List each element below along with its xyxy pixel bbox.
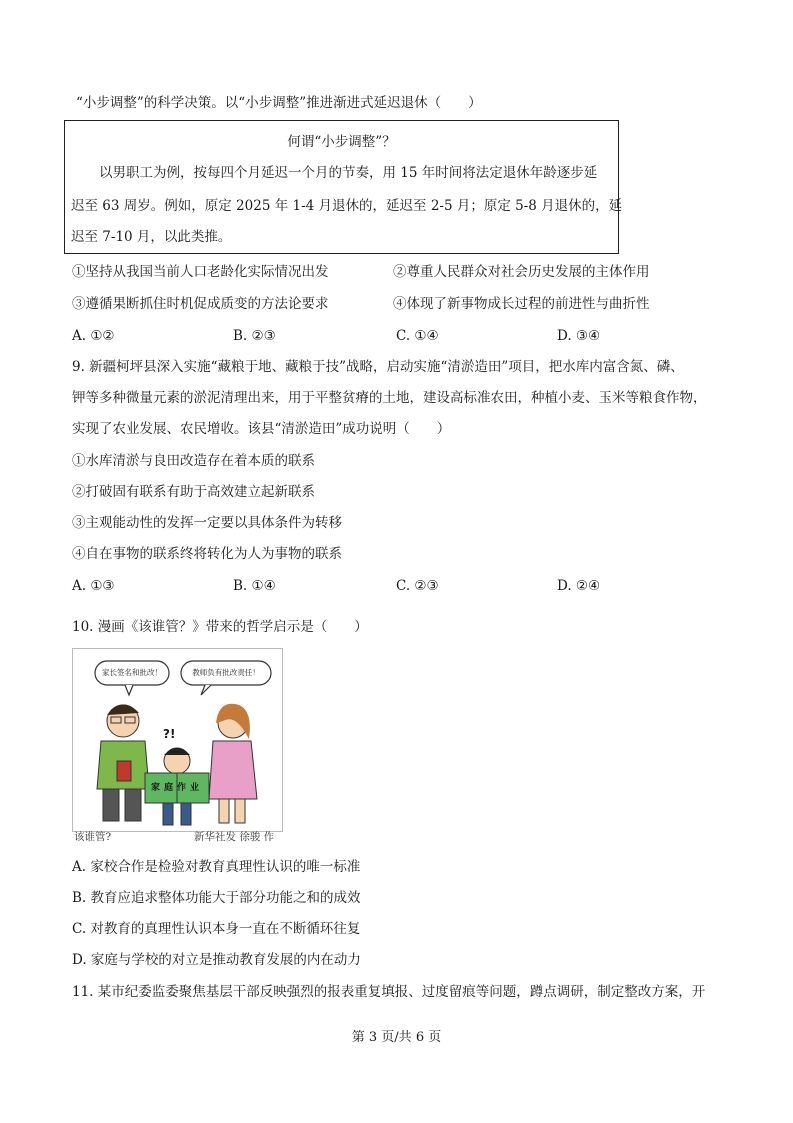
q9-option-b[interactable]: B. ①④ — [233, 578, 276, 594]
q11-stem-line-1: 11. 某市纪委监委聚焦基层干部反映强烈的报表重复填报、过度留痕等问题，蹲点调研，制定整改方案，开 — [72, 984, 706, 1000]
q8-item-1: ①坚持从我国当前人口老龄化实际情况出发 — [72, 264, 329, 280]
q9-option-c[interactable]: C. ②③ — [396, 578, 439, 594]
bubble-right-text: 教师负有批改责任！ — [192, 668, 260, 677]
q10-stem: 10. 漫画《该谁管？》带来的哲学启示是（ ） — [72, 619, 368, 635]
box-title: 何谓“小步调整”？ — [287, 134, 396, 150]
q9-item-4: ④自在事物的联系终将转化为人为事物的联系 — [72, 546, 342, 562]
q10-option-b[interactable]: B. 教育应追求整体功能大于部分功能之和的成效 — [72, 890, 361, 906]
q10-option-c[interactable]: C. 对教育的真理性认识本身一直在不断循环往复 — [72, 921, 361, 937]
box-line-2: 迟至 63 周岁。例如，原定 2025 年 1-4 月退休的，延迟至 2-5 月；原定 5-8 月退休的，延 — [71, 198, 623, 214]
cartoon-image — [72, 648, 283, 832]
q9-stem-line-1: 9. 新疆柯坪县深入实施“藏粮于地、藏粮于技”战略，启动实施“清淤造田”项目，把水库内富含氮、磷、 — [72, 359, 684, 375]
q8-item-4: ④体现了新事物成长过程的前进性与曲折性 — [393, 296, 650, 312]
q8-item-3: ③遵循果断抓住时机促成质变的方法论要求 — [72, 296, 329, 312]
kid-question-mark: ?! — [163, 727, 176, 741]
q8-option-d[interactable]: D. ③④ — [557, 328, 601, 344]
book-label: 家庭作业 — [150, 783, 203, 793]
q10-option-a[interactable]: A. 家校合作是检验对教育真理性认识的唯一标准 — [72, 859, 361, 875]
page-number: 第 3 页/共 6 页 — [351, 1030, 442, 1045]
q9-item-1: ①水库清淤与良田改造存在着本质的联系 — [72, 453, 315, 469]
q9-option-a[interactable]: A. ①③ — [72, 578, 115, 594]
q8-item-2: ②尊重人民群众对社会历史发展的主体作用 — [393, 264, 650, 280]
q8-option-c[interactable]: C. ①④ — [396, 328, 439, 344]
q8-option-a[interactable]: A. ①② — [72, 328, 115, 344]
box-line-1: 以男职工为例，按每四个月延迟一个月的节奏，用 15 年时间将法定退休年龄逐步延 — [99, 165, 598, 181]
q9-item-2: ②打破固有联系有助于高效建立起新联系 — [72, 484, 315, 500]
q8-option-b[interactable]: B. ②③ — [233, 328, 276, 344]
cartoon-caption-title: 该谁管? — [74, 831, 112, 843]
q9-stem-line-2: 钾等多种微量元素的淤泥清理出来，用于平整贫瘠的土地，建设高标准农田，种植小麦、玉米等粮食作物， — [72, 390, 707, 406]
q10-option-d[interactable]: D. 家庭与学校的对立是推动教育发展的内在动力 — [72, 952, 361, 968]
q8-intro: “小步调整”的科学决策。以“小步调整”推进渐进式延迟退休（ ） — [76, 95, 482, 111]
bubble-left-text: 家长签名和批改！ — [102, 668, 162, 677]
box-line-3: 迟至 7-10 月，以此类推。 — [71, 229, 232, 245]
q8-material-box — [64, 120, 623, 254]
cartoon-caption-credit: 新华社发 徐骏 作 — [194, 831, 275, 843]
q9-option-d[interactable]: D. ②④ — [557, 578, 601, 594]
q9-item-3: ③主观能动性的发挥一定要以具体条件为转移 — [72, 515, 342, 531]
q9-stem-line-3: 实现了农业发展、农民增收。该县“清淤造田”成功说明（ ） — [72, 421, 451, 437]
